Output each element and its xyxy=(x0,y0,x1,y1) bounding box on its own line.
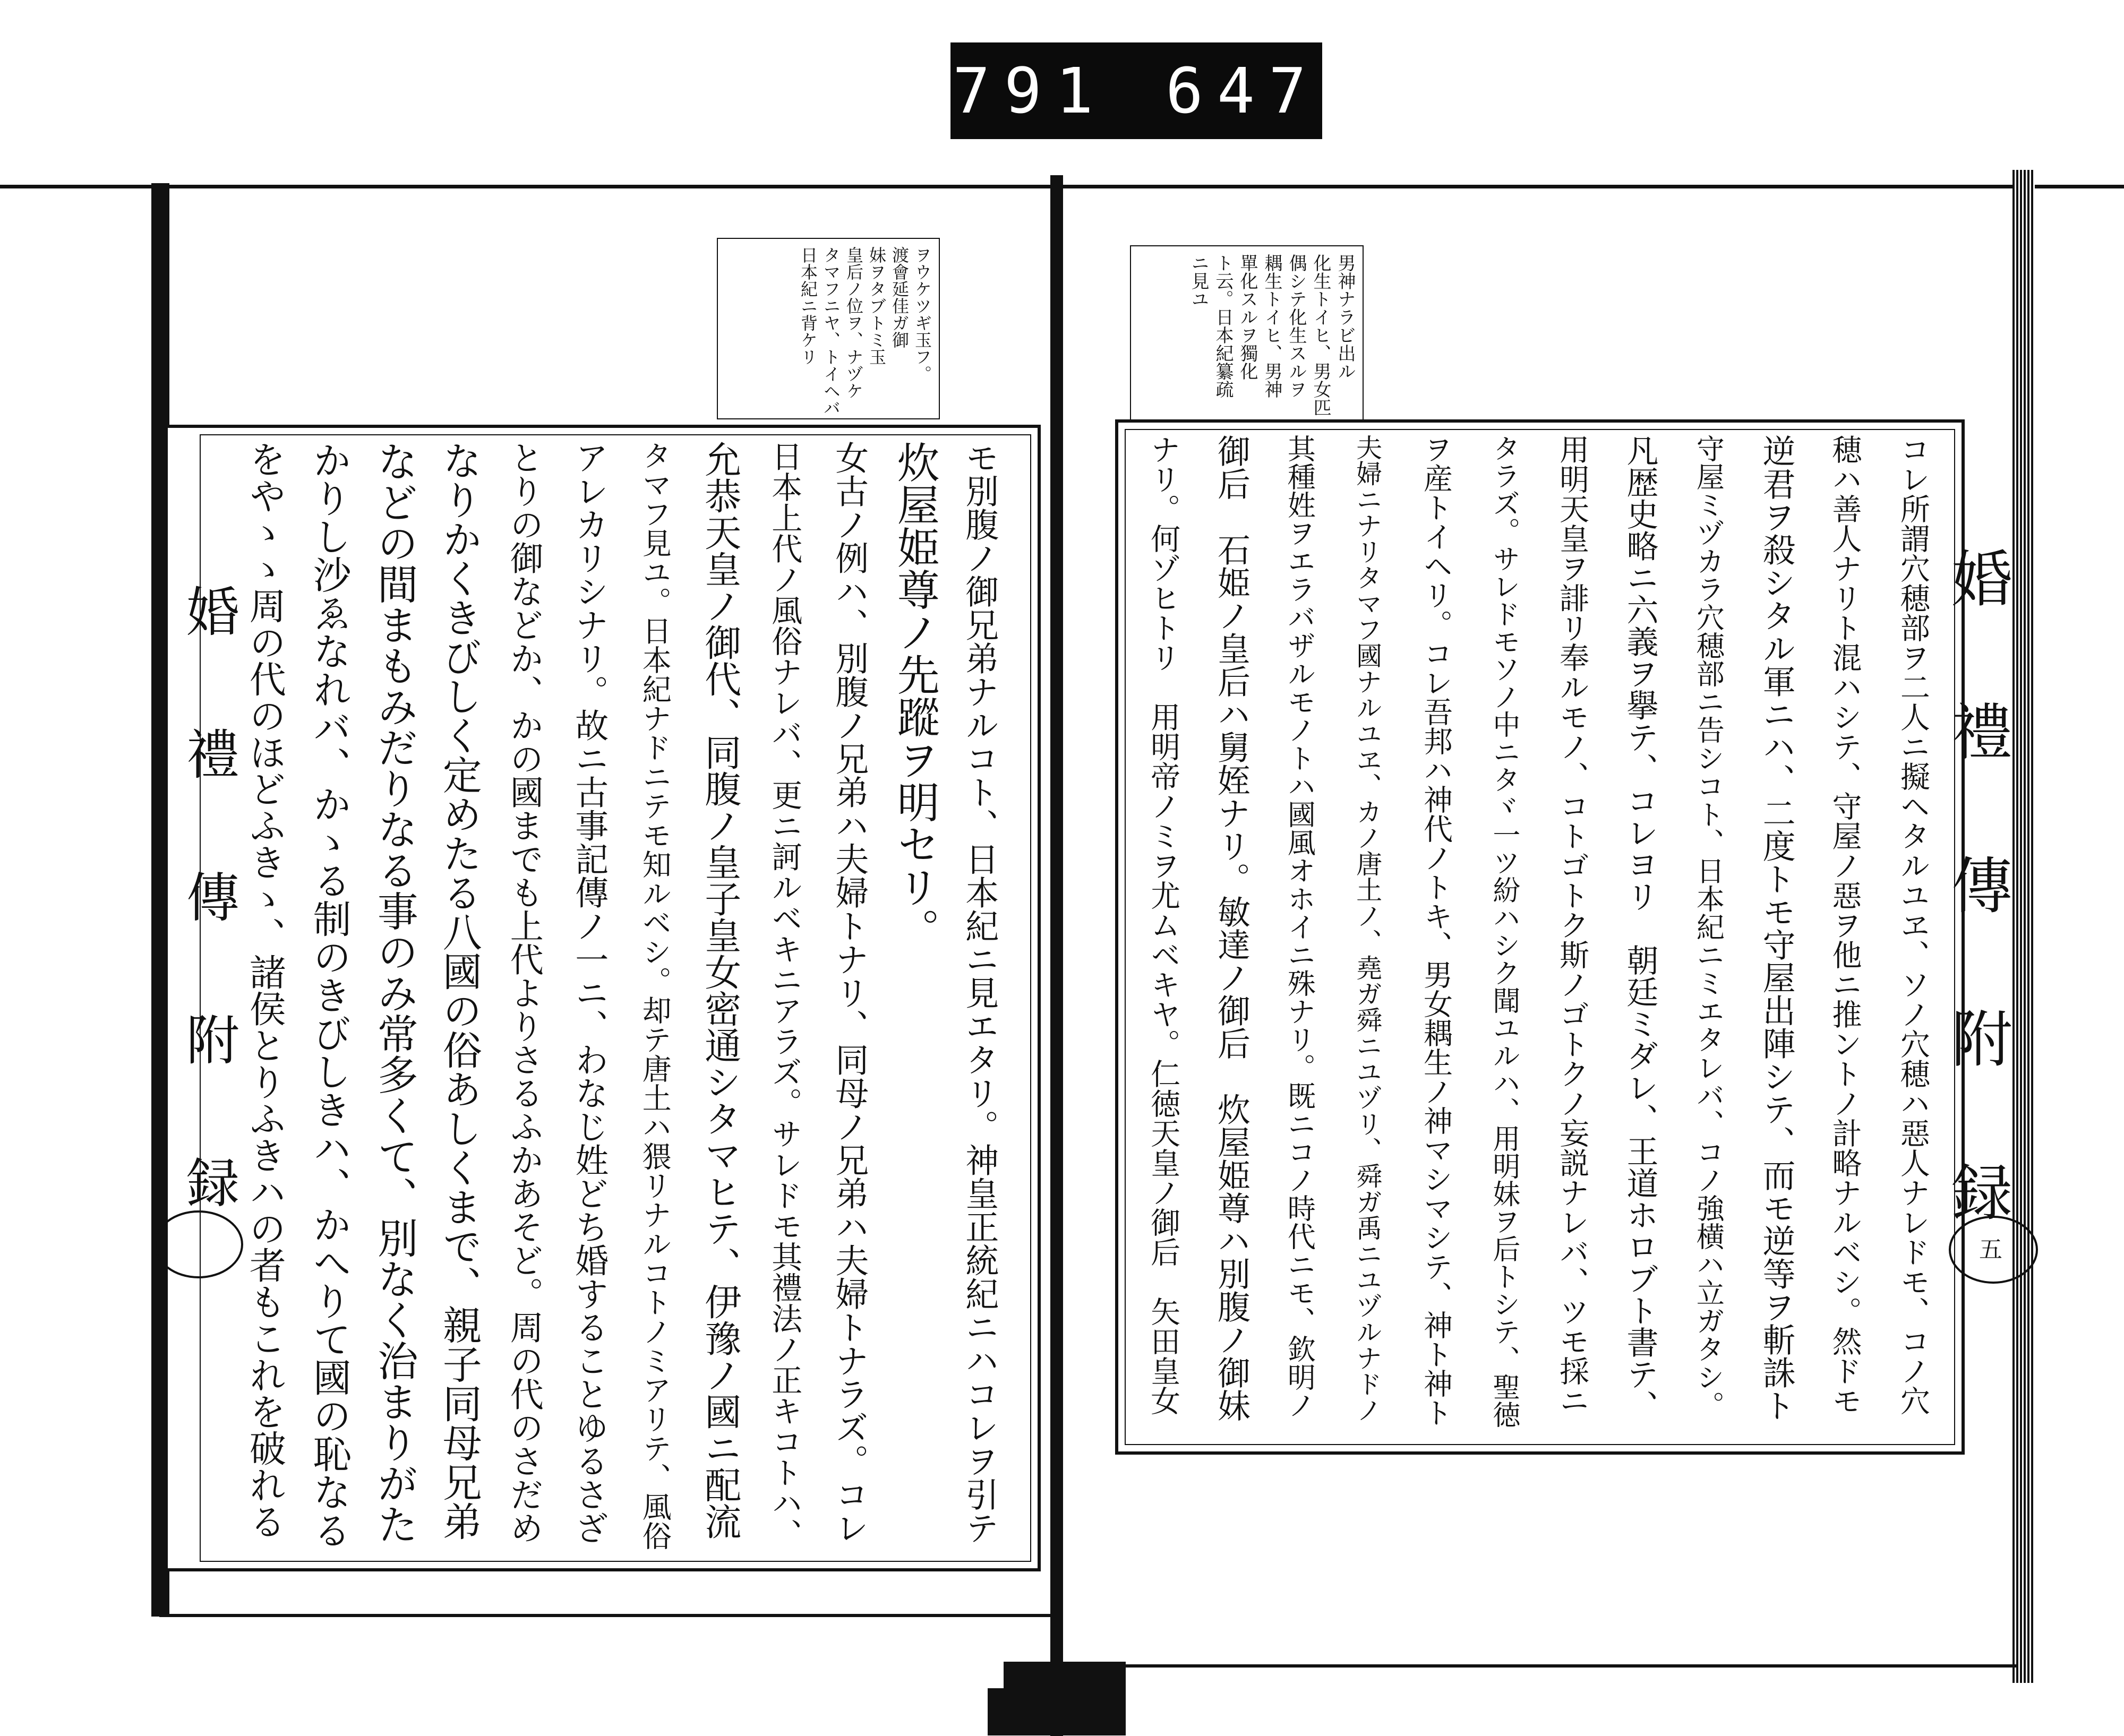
text-column: 夫婦ニナリタマフ國ナルユヱ、カノ唐土ノ、堯ガ舜ニユヅリ、舜ガ禹ニユヅルナドノ xyxy=(1352,434,1383,1423)
spine-foot-tab xyxy=(988,1688,1020,1735)
note-line: 化生トイヒ、男女匹 xyxy=(1310,254,1331,416)
right-text-frame xyxy=(1115,419,1965,1455)
book-spine xyxy=(1050,175,1063,1736)
text-column: 凡歴史略ニ六義ヲ擧テ、コレヨリ 朝廷ミダレ、王道ホロブト書テ、 xyxy=(1621,434,1659,1422)
right-running-head: 婚 禮 傳 附 録 xyxy=(1941,547,2012,1232)
text-column: ヲ産トイヘリ。コレ吾邦ハ神代ノトキ、男女耦生ノ神マシマシテ、神ト神ト xyxy=(1419,434,1453,1427)
left-page-bottom-rule xyxy=(159,1614,1057,1617)
text-column: などの間まもみだりなる事のみ常多くて、別なく治まりがた xyxy=(370,441,418,1544)
right-page-bottom-rule xyxy=(1062,1664,2018,1668)
text-column: 御后 石姫ノ皇后ハ舅姪ナリ。敏達ノ御后 炊屋姫尊ハ別腹ノ御妹 xyxy=(1212,434,1251,1422)
text-column: 日本上代ノ風俗ナレバ、更ニ訶ルベキニアラズ。サレドモ其禮法ノ正キコトハ、 xyxy=(766,441,803,1549)
note-line: 男神ナラビ出ル xyxy=(1334,254,1356,380)
note-line: ト云。日本紀纂疏 xyxy=(1212,254,1234,398)
note-line: タマフニヤ、トイヘバ xyxy=(821,246,841,416)
note-line: 日本紀ニ背ケリ xyxy=(798,246,818,365)
text-column: とりの御などか、かの國までも上代よりさるふかあそど。周の代のさだめ xyxy=(504,441,544,1544)
text-column: 炊屋姫尊ノ先蹤ヲ明セリ。 xyxy=(890,441,940,950)
text-column: かりし沙ゑなれバ、かゝる制のきびしきハ、かへりて國の恥なる xyxy=(306,441,352,1549)
spine-foot xyxy=(1004,1662,1126,1735)
text-column: アレカリシナリ。故ニ古事記傳ノ一ニ、わなじ姓どち婚することゆるさざ xyxy=(570,441,609,1544)
text-column: 用明天皇ヲ誹リ奉ルモノ、コトゴトク斯ノゴトクノ妄説ナレバ、ツモ採ニ xyxy=(1555,434,1590,1415)
catalog-number-label xyxy=(950,42,1322,139)
right-margin-note xyxy=(1130,245,1364,420)
left-folio-circle xyxy=(154,1210,243,1278)
text-column: 允恭天皇ノ御代、同腹ノ皇子皇女密通シタマヒテ、伊豫ノ國ニ配流 xyxy=(698,441,741,1540)
text-column: タラズ。サレドモソノ中ニタヾ一ツ紛ハシク聞ユルハ、用明妹ヲ后トシテ、聖徳 xyxy=(1487,434,1520,1428)
text-column: 其種姓ヲエラバザルモノトハ國風オホイニ殊ナリ。既ニコノ時代ニモ、欽明ノ xyxy=(1283,434,1316,1419)
catalog-number-left: 791 xyxy=(952,54,1107,127)
note-line: 單化スルヲ獨化 xyxy=(1237,254,1258,380)
text-column: タマフ見ユ。日本紀ナドニテモ知ルベシ。却テ唐土ハ猥リナルコトノミアリテ、風俗 xyxy=(637,441,672,1550)
note-line: 皇后ノ位ヲ、ナヅケ xyxy=(844,246,864,399)
note-line: 偶シテ化生スルヲ xyxy=(1286,254,1307,398)
left-margin-note xyxy=(717,238,940,419)
text-column: をやゝゝ周の代のほどふきゝ、諸侯とりふきハの者もこれを破れる xyxy=(243,441,286,1540)
text-column: なりかくきびしく定めたる八國の俗あしくまで、親子同母兄弟 xyxy=(436,441,482,1541)
catalog-number-right: 647 xyxy=(1166,54,1321,127)
left-body-text xyxy=(232,441,1012,1550)
text-column: モ別腹ノ御兄弟ナルコト、日本紀ニ見エタリ。神皇正統紀ニハコレヲ引テ xyxy=(960,441,999,1544)
note-line: 耦生トイヒ、男神 xyxy=(1261,254,1282,398)
text-column: ナリ。何ゾヒトリ 用明帝ノミヲ尤ムベキヤ。仁徳天皇ノ御后 矢田皇女 xyxy=(1146,434,1181,1415)
left-running-head: 婚 禮 傳 附 録 xyxy=(177,584,239,1222)
text-column: 守屋ミヅカラ穴穂部ニ告シコト、日本紀ニミエタレバ、コノ強横ハ立ガタシ。 xyxy=(1692,434,1725,1419)
text-column: 女古ノ例ハ、別腹ノ兄弟ハ夫婦トナリ、同母ノ兄弟ハ夫婦トナラズ。コレ xyxy=(830,441,869,1544)
text-column: 穂ハ善人ナリト混ハシテ、守屋ノ惡ヲ他ニ推ントノ計略ナルベシ。然ドモ xyxy=(1827,434,1862,1415)
text-column: コレ所謂穴穂部ヲ二人ニ擬ヘタルユヱ、ソノ穴穂ハ惡人ナレドモ、コノ穴 xyxy=(1895,434,1930,1415)
right-folio: 五 xyxy=(1975,1237,2002,1260)
right-body-text xyxy=(1129,434,1947,1432)
left-text-frame xyxy=(165,425,1041,1571)
note-line: 妹ヲタブトミ玉 xyxy=(867,246,887,365)
note-line: 渡會延佳ガ御 xyxy=(889,246,910,348)
text-column: 逆君ヲ殺シタル軍ニハ、二度トモ守屋出陣シテ、而モ逆等ヲ斬誅ト xyxy=(1757,434,1796,1422)
note-line: ヲウケツギ玉フ。 xyxy=(912,246,932,382)
note-line: ニ見ユ xyxy=(1188,254,1209,308)
